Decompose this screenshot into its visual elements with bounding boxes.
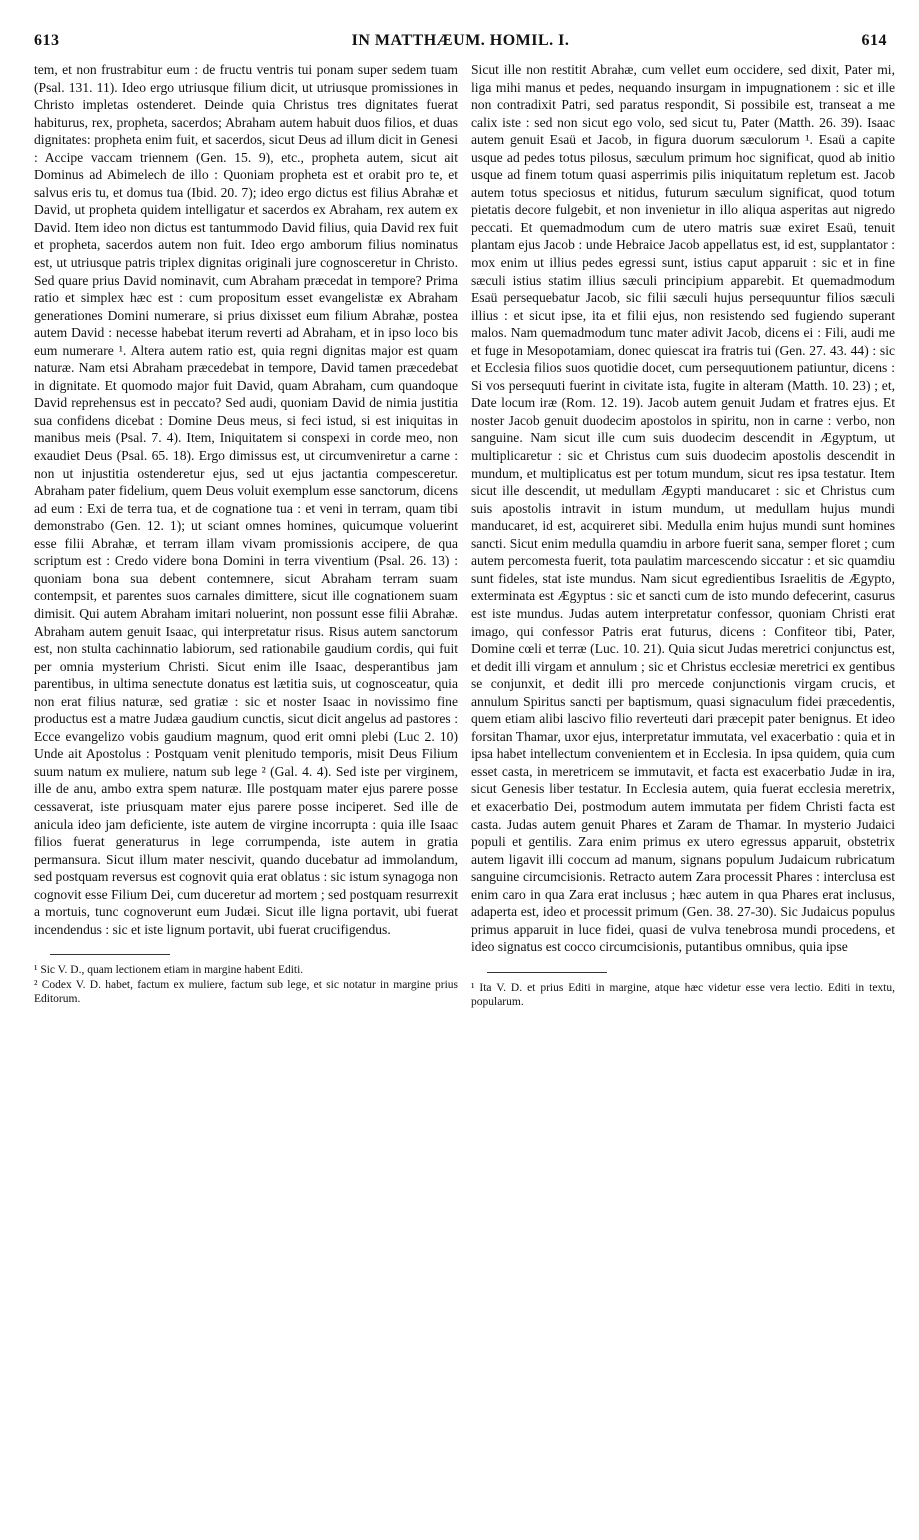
left-column-text: tem, et non frustrabitur eum : de fructu ventris tui ponam super sedem tuam (Psal. 131. 11). Ideo ergo utriusque filium dicit, ut utriusque promissiones in Christo impletas ostenderet. Deinde quia Christus tres dignitates fuerat habiturus, rex, propheta, sacerdos; Abraham autem habuit duos filios, et duas dignitates: propheta enim fuit, et sacerdos, sicut Deus ad illum dicit in Genesi : Accipe vaccam triennem (Gen. 15. 9), etc., propheta autem, sicut ait Dominus ad Abimelech de illo : Quoniam propheta est et orabit pro te, et salvus eris tu, et domus tua (Ibid. 20. 7); ideo ergo dictus est filius Abrahæ et David, ut propheta quidem intelligatur et sacerdos ex Abraham, rex autem ex David. Item ideo non dictus est tantummodo David filius, quia David rex fuit et propheta, sacerdos autem non fuit. Ideo ergo amborum filius nominatus est, ut utriusque patris triplex dignitas originali jure cognosceretur in Christo. Sed quare prius David nominavit, cum Abraham præcedat in tempore? Prima ratio et simplex hæc est : cum propositum esset evangelistæ ex Abraham generationes Domini numerare, si prius dixisset eum filium Abrahæ, postea autem David : necesse habebat iterum reverti ad Abraham, et in ipso loco bis eum numerare ¹. Altera autem ratio est, quia regni dignitas major est quam naturæ. Nam etsi Abraham præcedebat in tempore, David tamen præcedebat in dignitate. Et quomodo major fuit David, quam Abraham, cum quandoque David reprehensus est in peccato? Sed audi, quoniam David de nimia justitia sua confidens dicebat : Domine Deus meus, si feci istud, si est iniquitas in manibus meis (Psal. 7. 4). Item, Iniquitatem si conspexi in corde meo, non exaudiet Deus (Psal. 65. 18). Ergo dimissus est, ut circumveniretur a carne : non ut injustitia ostenderetur ejus, sed ut ejus jactantia compesceretur. Abraham pater fidelium, quem Deus voluit exemplum esse sanctorum, dicens ad eum : Exi de terra tua, et de cognatione tua : et veni in terram, quam tibi demonstrabo (Gen. 12. 1); ut sciant omnes homines, quicumque voluerint esse filii Abrahæ, et terram illam vivam promissionis accipere, de qua scriptum est : Credo videre bona Domini in terra viventium (Psal. 26. 13) : quoniam bona sua debent contemnere, sicut Abraham terram suam contempsit, et parentes suos carnales dimittere, sicut ille cognationem suam dimisit. Qui autem Abraham imitari noluerint, non possunt esse filii Abrahæ. Abraham autem genuit Isaac, qui interpretatur risus. Risus autem sanctorum est, non stulta cachinnatio labiorum, sed rationabile gaudium cordis, qui fuit per omnia mysterium Christi. Sicut enim ille Isaac, desperantibus jam parentibus, in ultima senectute donatus est lætitia suis, ut cognosceatur, quia non erat filius naturæ, sed gratiæ : sic et noster Isaac in novissimo fine productus est a matre Judæa gaudium cunctis, sicut dicit angelus ad pastores : Ecce evangelizo vobis gaudium magnum, quod erit omni plebi (Luc 2. 10) Unde ait Apostolus : Postquam venit plenitudo temporis, misit Deus Filium suum natum ex muliere, natum sub lege ² (Gal. 4. 4). Sed iste per virginem, ille de anu, ambo extra spem naturæ. Ille postquam mater ejus parere posse cessaverat, iste priusquam mater ejus parere posse inciperet. Sed ille de anicula ideo jam deficiente, iste autem de virgine incorrupta : quia ille Isaac filios fuerat generaturus in lege corrumpenda, iste autem in gratia permansura. Sicut illum mater nescivit, quando ducebatur ad immolandum, sed postquam reversus est cognovit quia erat oblatus : sic istum synagoga non cognovit esse Filium Dei, cum duceretur ad mortem ; sed postquam resurrexit a mortuis, tunc cognoverunt eum Judæi. Sicut ille ligna portavit, ubi fuerat incendendus : sic et iste lignum portavit, ubi fuerat crucifigendus. [34,62,458,937]
left-column [34,61,458,1007]
footnote: ¹ Ita V. D. et prius Editi in margine, atque hæc videtur esse vera lectio. Editi in textu, popularum. [471,981,895,1009]
page-header [34,32,887,58]
footnote: ² Codex V. D. habet, factum ex muliere, factum sub lege, et sic notatur in margine prius Editorum. [34,978,458,1006]
page-number-right: 614 [861,32,887,49]
right-column-text: Sicut ille non restitit Abrahæ, cum vellet eum occidere, sed dixit, Pater mi, liga mihi manus et pedes, nequando insurgam in impugnationem : sic et ille non contradixit Patri, sed paratus respondit, Si possibile est, transeat a me calix iste : sed non sicut ego volo, sed sicut tu, Pater (Matth. 26. 39). Isaac autem genuit Esaü et Jacob, in figura duorum sæculorum ¹. Esaü a capite usque ad pedes totus pilosus, sæculum primum hoc significat, quod ab initio usque ad finem totum quasi asperrimis pilis iniquitatum repletum est. Jacob autem totus speciosus et nitidus, futurum sæculum significat, quod totum pietatis decore fulgebit, et non invenietur in illo aliqua asperitas aut nigredo peccati. Et quemadmodum cum de utero matris suæ exiret Esaü, tenuit plantam ejus Jacob : unde Hebraice Jacob appellatus est, id est, supplantator : mox enim ut illius pedes egressi sunt, istius caput apparuit : sic et in fine sæculi istius statim illius sæculi principium apparebit. Et quemadmodum Esaü persequebatur Jacob, sic filii sæculi hujus persequuntur filios sæculi illius : et sicut ipse, ita et filii ejus, non resistendo sed fugiendo superant malos. Nam quemadmodum tunc mater adivit Jacob, dicens ei : Fili, audi me et fuge in Mesopotamiam, donec quiescat ira fratris tui (Gen. 27. 43. 44) : sic et Ecclesia filios suos quotidie docet, cum persequutionem patiuntur, dicens : Si vos persequuti fuerint in civitate ista, fugite in alteram (Matth. 10. 23) ; et, Date locum iræ (Rom. 12. 19). Jacob autem genuit Judam et fratres ejus. Et noster Jacob genuit duodecim apostolos in spiritu, non in carne : verbo, non sanguine. Nam sicut ille cum suis duodecim descendit in Ægyptum, ut multiplicaretur : sic et Christus cum suis duodecim apostolis descendit in mundum, et multiplicatus est per totum mundum, sicut res ipsa testatur. Item sicut ille descendit, ut medullam Ægypti manducaret : sic et Christus cum suis apostolis intravit in istum mundum, ut medullam hujus mundi manducaret, id est, acquireret sibi. Medulla enim hujus mundi sunt homines sancti. Sicut enim medulla quamdiu in arbore fuerit sana, semper floret ; cum autem percomesta fuerit, tota paulatim marcescendo siccatur : et sic quamdiu sunt fideles, stat iste mundus. Nam sicut egredientibus Israelitis de Ægypto, exterminata est Ægyptus : sic et sancti cum de isto mundo defecerint, casurus est iste mundus. Judas autem interpretatur confessor, quoniam Christi erat imago, qui confessor Patris erat futurus, dicens : Confiteor tibi, Pater, Domine cœli et terræ (Luc. 10. 21). Quia sicut Judas meretrici conjunctus est, et dedit illi virgam et annulum ; sic et Christus ecclesiæ meretrici ex gentibus se conjunxit, et dedit illi pro mercede conjunctionis virgam crucis, et annulum Spiritus sancti per baptismum, quasi signaculum fidei præcedentis, quem etiam alibi lascivo filio reverteuti dari præcepit pater benignus. Et ideo forsitan Thamar, uxor ejus, interpretatur immutata, vel exacerbatio : quia et in ipsa habet intellectum convenientem et in Ecclesia. In ipsa quidem, quia cum esset casta, in meretricem se immutavit, et facta est exacerbatio Judæ in ira, sicut Genesis liber testatur. In Ecclesia autem, quia fuerat ecclesia meretrix, et exacerbatio Dei, postmodum autem immutata per fidem Christi facta est casta. Judas autem genuit Phares et Zaram de Thamar. In mysterio Judaici populi et gentilis. Zara enim primus ex utero egressus apparuit, obstetrix autem ligavit illi coccum ad manum, signans populum Judaicum rubricatum sanguine circumcisionis. Retracto autem Zara processit Phares : interclusa est enim caro in qua Zara erat inclusus ; hæc autem in qua Phares erat inclusus, adaperta est, ideo et processit primum (Gen. 38. 27-30). Sic Judaicus populus primus apparuit in luce fidei, quasi de vulva tenebrosa mundi procedens, et ideo signatus est cocco circumcisionis, putantibus omnibus, quia ipse [471,62,895,955]
right-column [471,61,895,1010]
page-number-left: 613 [34,32,60,49]
footnote-rule [50,954,170,955]
left-footnotes [34,954,458,1007]
footnote: ¹ Sic V. D., quam lectionem etiam in margine habent Editi. [34,964,304,977]
footnote-rule [487,972,607,973]
right-footnotes [471,972,895,1010]
running-title: IN MATTHÆUM. HOMIL. I. [351,32,570,49]
